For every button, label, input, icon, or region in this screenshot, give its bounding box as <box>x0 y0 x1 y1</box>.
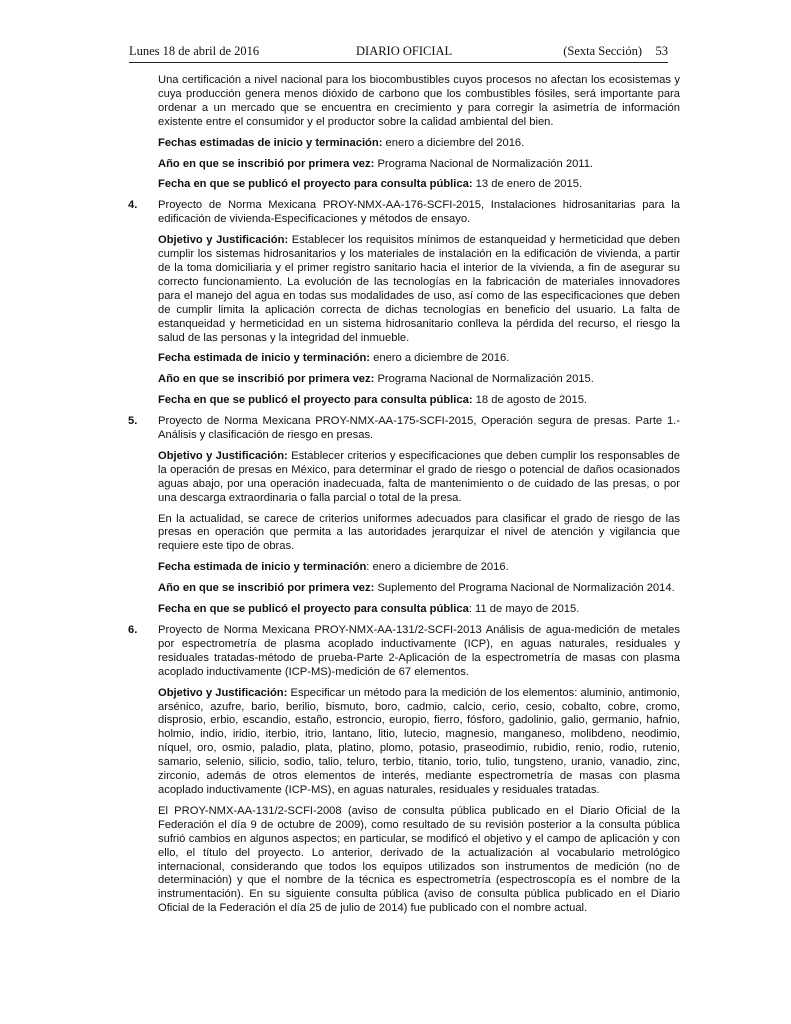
intro-publication <box>158 178 680 192</box>
field-label: Fechas estimadas de inicio y terminación: <box>158 136 383 149</box>
item-number: 6. <box>128 624 138 636</box>
field-value: Suplemento del Programa Nacional de Normalización 2014. <box>374 582 675 595</box>
field-value: enero a diciembre de 2016. <box>370 352 510 365</box>
item-publication <box>158 394 680 408</box>
field-label: Fecha estimada de inicio y terminación: <box>158 352 371 365</box>
field-label: Año en que se inscribió por primera vez: <box>158 157 375 170</box>
item-title: Proyecto de Norma Mexicana PROY-NMX-AA-131/2-SCFI-2013 Análisis de agua-medición de metales por espectrometría de plasma acoplado inductivamente (ICP), en aguas naturales, residuales y residuales tratadas-método de prueba-Parte 2-Aplicación de la espectrometría de masas con plasma acoplado inductivamente (ICP-MS)-medición de 67 elementos. <box>158 624 680 678</box>
field-value: Programa Nacional de Normalización 2015. <box>374 373 594 386</box>
header-rule <box>129 62 668 63</box>
field-value: : enero a diciembre de 2016. <box>366 561 509 574</box>
field-label: Fecha en que se publicó el proyecto para consulta pública <box>158 603 469 616</box>
item-dates <box>158 352 680 366</box>
item-year <box>158 582 680 596</box>
field-value: : 11 de mayo de 2015. <box>468 603 580 616</box>
intro-paragraph: Una certificación a nivel nacional para los biocombustibles cuyos procesos no afectan los ecosistemas y cuya producción genera menos dióxido de carbono que los combustibles fósiles, será importante para ordenar a un mercado que se encuentra en crecimiento y para corregir la asimetría de información existente entre el consumidor y el productor sobre la calidad ambiental del bien. <box>158 74 680 128</box>
intro-year <box>158 158 680 172</box>
document-body <box>128 74 681 923</box>
item-number: 5. <box>128 415 138 428</box>
page-header <box>129 44 668 60</box>
item-objective <box>158 234 680 345</box>
list-item-6 <box>128 624 680 916</box>
item-title: Proyecto de Norma Mexicana PROY-NMX-AA-176-SCFI-2015, Instalaciones hidrosanitarias para la edificación de vivienda-Especificaciones y métodos de ensayo. <box>158 199 680 226</box>
field-label: Año en que se inscribió por primera vez: <box>158 582 375 595</box>
item-year <box>158 373 680 387</box>
field-value: 13 de enero de 2015. <box>472 178 583 191</box>
field-value: Establecer los requisitos mínimos de estanqueidad y hermeticidad que deben cumplir los sistemas hidrosanitarios y los materiales de instalación en la edificación de vivienda, a partir de la toma domiciliaria y el primer registro sanitario hacia el interior de la vivienda, a fin de asegurar su correcto funcionamiento. La evolución de las tecnologías en la fabricación de materiales innovadores para el manejo del agua en todas sus modalidades de uso, así como de las especificaciones que deben de cumplir limita la aplicación correcta de dichas tecnologías en beneficio del usuario. La falta de estanqueidad y hermeticidad en un sistema hidrosanitario conlleva la pérdida del recurso, el riesgo la salud de las personas y la integridad del inmueble. <box>158 234 680 344</box>
field-label: Objetivo y Justificación: <box>158 686 288 699</box>
header-section: (Sexta Sección) <box>563 44 642 58</box>
field-label: Fecha en que se publicó el proyecto para consulta pública: <box>158 394 473 407</box>
item-publication <box>158 603 680 617</box>
item-paragraph: El PROY-NMX-AA-131/2-SCFI-2008 (aviso de consulta pública publicado en el Diario Oficial de la Federación el día 9 de octubre de 2009), como resultado de su revisión posterior a la consulta pública sufrió cambios en algunos aspectos; en particular, se modificó el objetivo y el campo de aplicación y con ello, el título del proyecto. Lo anterior, derivado de la actualización al vocabulario metrológico internacional, considerando que todos los equipos utilizados son instrumentos de medición (no de determinación) y que el nombre de la técnica es espectrometría (espectroscopía es el nombre de la instrumentación). En su siguiente consulta pública (aviso de consulta pública publicado en el Diario Oficial de la Federación el día 25 de julio de 2014) fue publicado con el nombre actual. <box>158 804 680 915</box>
header-publication-title: DIARIO OFICIAL <box>356 44 453 58</box>
item-title: Proyecto de Norma Mexicana PROY-NMX-AA-175-SCFI-2015, Operación segura de presas. Parte 1.- Análisis y clasificación de riesgo en presas. <box>158 415 680 442</box>
field-label: Objetivo y Justificación: <box>158 234 289 247</box>
item-dates <box>158 561 680 575</box>
field-label: Objetivo y Justificación: <box>158 449 288 462</box>
list-item-4 <box>128 199 680 408</box>
header-date: Lunes 18 de abril de 2016 <box>129 44 260 58</box>
field-label: Fecha en que se publicó el proyecto para consulta pública: <box>158 178 473 191</box>
field-label: Año en que se inscribió por primera vez: <box>158 373 375 386</box>
field-value: 18 de agosto de 2015. <box>472 394 588 407</box>
item-number: 4. <box>128 199 138 212</box>
field-value: enero a diciembre del 2016. <box>382 136 525 149</box>
intro-dates <box>158 137 680 151</box>
list-item-5 <box>128 415 681 617</box>
item-objective <box>158 687 680 798</box>
field-label: Fecha estimada de inicio y terminación <box>158 561 367 574</box>
field-value: Programa Nacional de Normalización 2011. <box>374 157 594 170</box>
field-value: Establecer criterios y especificaciones que deben cumplir los responsables de la operación de presas en México, para determinar el grado de riesgo o potencial de daños ocasionados aguas abajo, por una operación inadecuada, falta de mantenimiento o de cuidado de las presas, o por una descarga extraordinaria o falla parcial o total de la presa. <box>158 449 681 504</box>
item-paragraph: En la actualidad, se carece de criterios uniformes adecuados para clasificar el grado de riesgo de las presas en operación que permita a las autoridades jerarquizar el nivel de atención y vigilancia que requiere este tipo de obras. <box>158 512 680 553</box>
item-objective <box>158 450 680 506</box>
field-value: Especificar un método para la medición de los elementos: aluminio, antimonio, arsénico, azufre, bario, berilio, bismuto, boro, cadmio, calcio, cerio, cesio, cobalto, cobre, cromo, disprosio, erbio, escandio, estaño, estroncio, europio, fierro, fósforo, gadolinio, galio, germanio, hafnio, holmio, indio, iridio, iterbio, itrio, lantano, litio, lutecio, magnesio, manganeso, molibdeno, neodimio, níquel, oro, osmio, paladio, plata, platino, plomo, potasio, praseodimio, rubidio, renio, rodio, rutenio, samario, selenio, silicio, sodio, talio, teluro, terbio, titanio, torio, tulio, tungsteno, uranio, vanadio, zinc, zirconio, además de otros elementos de interés, mediante espectrometría de masas con plasma acoplado inductivamente (ICP-MS), en aguas naturales, residuales y residuales tratadas. <box>158 686 680 796</box>
header-page-number: 53 <box>655 44 668 58</box>
